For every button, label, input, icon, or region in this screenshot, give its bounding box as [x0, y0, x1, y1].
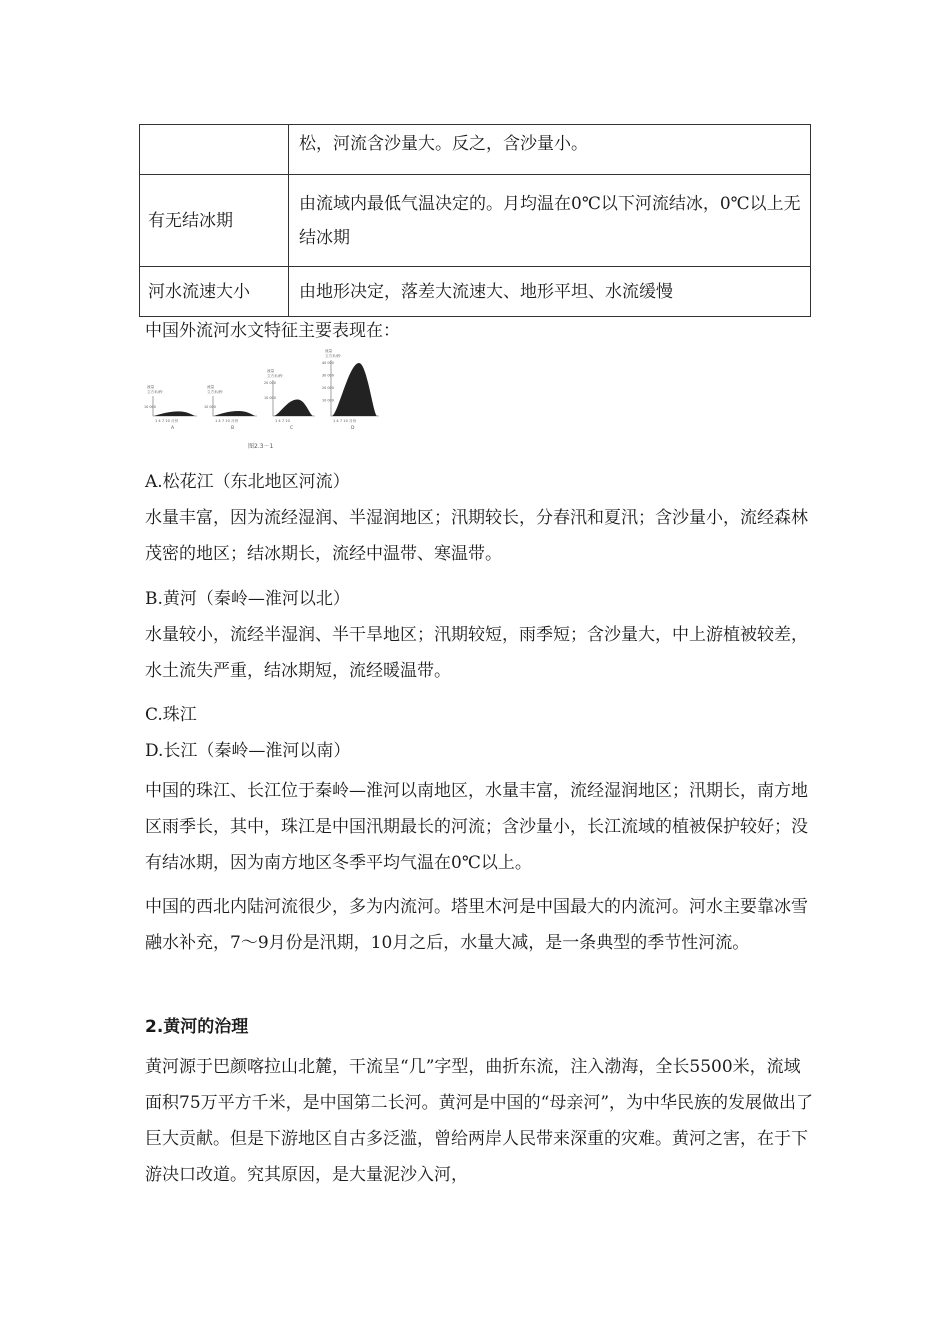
axis-unit-label: 立方米/秒 [325, 354, 341, 358]
axis-unit-label: 流量 [267, 369, 275, 373]
table-cell-text: 由流域内最低气温决定的。月均温在0℃以下河流结冰，0℃以上无结冰期 [289, 175, 811, 267]
figure-panel-a [144, 384, 197, 431]
tick-label: 40 000 [322, 361, 334, 365]
section-b-title: B.黄河（秦岭—淮河以北） [145, 589, 350, 609]
axis-unit-label: 流量 [207, 385, 215, 389]
discharge-curve [332, 363, 377, 416]
tick-label: 20 000 [264, 381, 276, 385]
discharge-figure-svg [143, 349, 393, 454]
month-tick-labels: 1 4 7 10 [275, 419, 290, 423]
figure-panel-d [322, 348, 379, 431]
table-cell-label: 有无结冰期 [140, 175, 289, 267]
axis-unit-label: 立方米/秒 [147, 390, 163, 394]
table-cell-label: 河水流速大小 [140, 267, 289, 317]
tick-label: 30 000 [322, 373, 334, 378]
table-row [140, 267, 811, 317]
section-a-body: 水量丰富，因为流经湿润、半湿润地区；汛期较长，分春汛和夏汛；含沙量小，流经森林茂密的地区；结冰期长，流经中温带、寒温带。 [145, 508, 808, 564]
panel-letter: A [171, 426, 175, 431]
table-cell-text: 由地形决定，落差大流速大、地形平坦、水流缓慢 [289, 267, 811, 317]
table-cell-label [140, 125, 289, 175]
axis-unit-label: 立方米/秒 [207, 390, 223, 394]
tick-label: 10 000 [264, 396, 276, 400]
section-c-title: C.珠江 [145, 705, 197, 725]
panel-letter: C [290, 426, 294, 431]
tick-label: 10 000 [144, 405, 156, 409]
discharge-curve [154, 411, 195, 416]
axis-unit-label: 立方米/秒 [267, 374, 283, 378]
figure-panel-c [264, 368, 315, 431]
table-row [140, 125, 811, 175]
table-row [140, 175, 811, 267]
month-tick-labels: 1 4 7 10 月份 [215, 419, 239, 423]
month-tick-labels: 1 4 7 10 月份 [333, 419, 357, 423]
inland-rivers-text: 中国的西北内陆河流很少，多为内流河。塔里木河是中国最大的内流河。河水主要靠冰雪融水补充，7～9月份是汛期，10月之后，水量大减，是一条典型的季节性河流。 [145, 897, 808, 953]
month-tick-labels: 1 4 7 10 月份 [155, 419, 179, 423]
figure-caption: 图2.3－1 [248, 443, 274, 450]
panel-letter: B [231, 426, 235, 431]
figure-panel-b [204, 384, 257, 431]
section-b-body: 水量较小，流经半湿润、半干旱地区；汛期较短，雨季短；含沙量大，中上游植被较差，水土流失严重，结冰期短，流经暖温带。 [145, 625, 808, 681]
section-a-title: A.松花江（东北地区河流） [145, 472, 350, 492]
table-cell-text: 松，河流含沙量大。反之，含沙量小。 [289, 125, 811, 175]
hydrology-table [139, 124, 811, 317]
section-heading-yellow-river: 2.黄河的治理 [145, 1017, 249, 1037]
discharge-curve [214, 411, 255, 416]
axis-unit-label: 流量 [325, 349, 333, 353]
tick-label: 10 000 [204, 405, 216, 409]
discharge-curve [274, 400, 313, 417]
yellow-river-text: 黄河源于巴颜喀拉山北麓，干流呈“几”字型，曲折东流，注入渤海，全长5500米，流域面积75万平方千米，是中国第二长河。黄河是中国的“母亲河”，为中华民族的发展做出了巨大贡献。但是下游地区自古多泛滥，曾给两岸人民带来深重的灾难。黄河之害，在于下游决口改道。究其原因，是大量泥沙入河， [145, 1057, 814, 1185]
south-rivers-text: 中国的珠江、长江位于秦岭—淮河以南地区，水量丰富，流经湿润地区；汛期长，南方地区雨季长，其中，珠江是中国汛期最长的河流；含沙量小，长江流域的植被保护较好；没有结冰期，因为南方地区冬季平均气温在0℃以上。 [145, 781, 808, 873]
panel-letter: D [351, 426, 355, 431]
section-d-title: D.长江（秦岭—淮河以南） [145, 741, 351, 761]
discharge-figure [143, 349, 393, 454]
axis-unit-label: 流量 [147, 385, 155, 389]
tick-label: 10 000 [322, 398, 334, 403]
intro-text: 中国外流河水文特征主要表现在： [145, 321, 400, 341]
tick-label: 20 000 [322, 386, 334, 390]
